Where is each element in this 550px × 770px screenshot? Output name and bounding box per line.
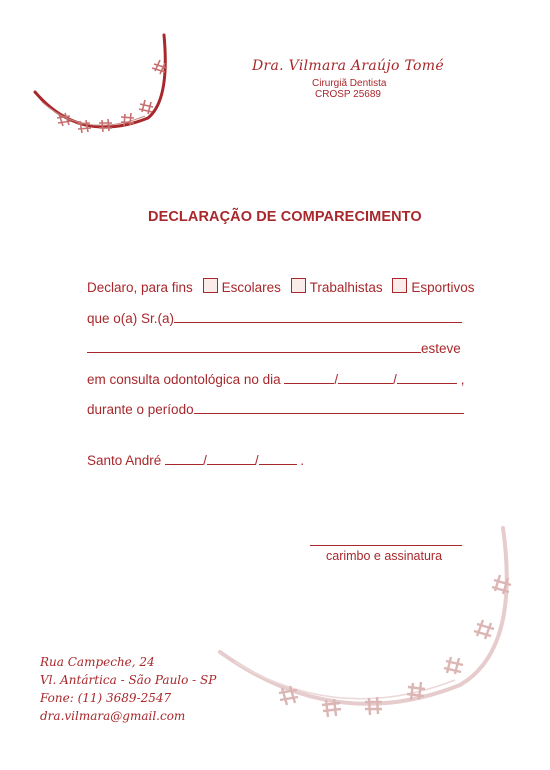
patient-name-field[interactable] — [174, 308, 462, 323]
period-row — [87, 399, 464, 417]
patient-row-continued — [87, 338, 461, 356]
period-label: durante o período — [87, 402, 194, 417]
date-row: em consulta odontológica no dia / / , — [87, 369, 464, 387]
patient-label: que o(a) Sr.(a) — [87, 311, 175, 326]
smile-arc-large-icon — [215, 520, 545, 720]
option-esportivos: Esportivos — [411, 280, 475, 295]
place-day-field[interactable] — [165, 450, 203, 465]
registration: CROSP 25689 — [315, 89, 381, 100]
place-month-field[interactable] — [207, 450, 255, 465]
checkbox-trabalhistas[interactable] — [291, 278, 306, 293]
checkbox-escolares[interactable] — [203, 278, 218, 293]
place-year-field[interactable] — [259, 450, 297, 465]
option-trabalhistas: Trabalhistas — [309, 280, 383, 295]
place-date-row: Santo André / / . — [87, 450, 304, 468]
doctor-name: Dra. Vilmara Araújo Tomé — [252, 58, 444, 74]
smile-arc-icon — [30, 30, 180, 135]
checkbox-esportivos[interactable] — [392, 278, 407, 293]
month-field[interactable] — [338, 369, 393, 384]
footer-phone: Fone: (11) 3689-2547 — [40, 691, 172, 705]
day-field[interactable] — [284, 369, 334, 384]
patient-name-field-2[interactable] — [87, 338, 421, 353]
footer-district: Vl. Antártica - São Paulo - SP — [40, 673, 217, 687]
footer-street: Rua Campeche, 24 — [40, 655, 155, 669]
place-label: Santo André — [87, 453, 162, 468]
purpose-row — [87, 278, 474, 295]
period-field[interactable] — [194, 399, 464, 414]
date-label: em consulta odontológica no dia — [87, 372, 281, 387]
purpose-label: Declaro, para fins — [87, 280, 193, 295]
signature-caption: carimbo e assinatura — [326, 549, 443, 563]
esteve-label: esteve — [421, 341, 461, 356]
specialty: Cirurgiã Dentista — [312, 78, 387, 89]
page-title: DECLARAÇÃO DE COMPARECIMENTO — [148, 209, 422, 225]
year-field[interactable] — [397, 369, 457, 384]
patient-row — [87, 308, 462, 326]
footer-email[interactable]: dra.vilmara@gmail.com — [40, 709, 186, 723]
option-escolares: Escolares — [221, 280, 281, 295]
